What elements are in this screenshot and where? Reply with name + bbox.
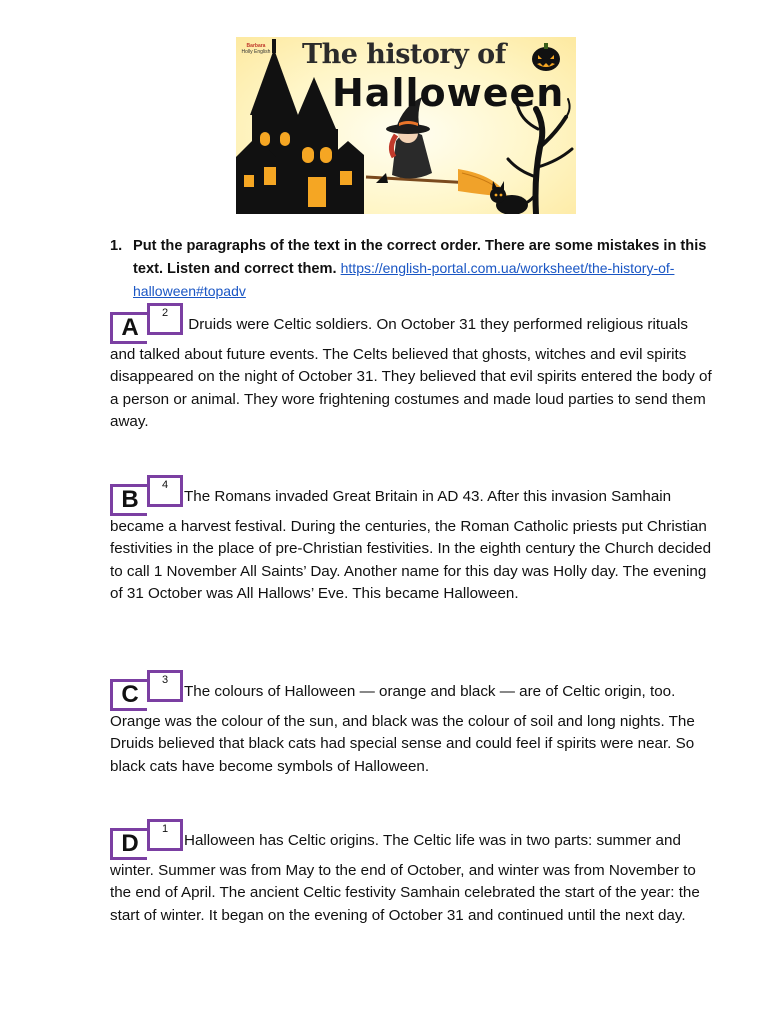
publisher-line-2: Holly English (241, 49, 271, 55)
halloween-banner (236, 37, 576, 214)
banner-title-line-2: Halloween (332, 71, 565, 115)
paragraph-c (110, 670, 712, 778)
publisher-logo (238, 43, 274, 55)
paragraph-b-text: The Romans invaded Great Britain in AD 43. After this invasion Samhain became a harvest festival. During the centuries, the Roman Catholic priests put Christian festivities in the place of pre-Christian festivities. In the eighth century the Church decided to call 1 November All Saints’ Day. Another name for this day was Holly day. The evening of 31 October was All Hallows’ Eve. This became Halloween. (110, 488, 712, 603)
publisher-line-1: Barbara (246, 43, 266, 49)
paragraph-a-text: Druids were Celtic soldiers. On October 31 they performed religious rituals and talked about future events. The Celts believed that ghosts, witches and evil spirits disappeared on the night of October 31. They believed that evil spirits entered the body of a person or animal. They wore frightening costumes and made loud parties to send them away. (110, 316, 712, 431)
paragraph-d-text: Halloween has Celtic origins. The Celtic life was in two parts: summer and winter. Summer was from May to the end of October, and winter was from November to the end of April. The ancient Celtic festivity Samhain celebrated the start of the year: the start of winter. It began on the evening of October 31 and continued until the next day. (110, 832, 700, 924)
number-box-b (147, 475, 183, 507)
task-number: 1. (110, 238, 123, 254)
task-text: Put the paragraphs of the text in the correct order. There are some mistakes in this text. Listen and correct them. (133, 238, 707, 277)
letter-box-d: D (110, 828, 147, 860)
pumpkin-icon (532, 43, 560, 71)
number-box-d (147, 819, 183, 851)
order-number-c: 3 (161, 674, 169, 686)
paragraph-d (110, 819, 712, 927)
letter-box-a: A (110, 312, 147, 344)
order-number-a: 2 (161, 307, 169, 319)
number-box-c (147, 670, 183, 702)
paragraph-a (110, 303, 712, 434)
number-box-a (147, 303, 183, 335)
letter-box-c: C (110, 679, 147, 711)
order-number-b: 4 (161, 479, 169, 491)
paragraph-b (110, 475, 712, 606)
order-number-d: 1 (161, 823, 169, 835)
paragraph-c-text: The colours of Halloween — orange and black — are of Celtic origin, too. Orange was the colour of the sun, and black was the colour of soil and long nights. The Druids believed that black cats had special sense and could feel if spirits were near. So black cats have become symbols of Halloween. (110, 683, 695, 775)
banner-title-line-1: The history of (302, 39, 506, 70)
worksheet-link[interactable]: https://english-portal.com.ua/worksheet/the-history-of-halloween#topadv (133, 260, 675, 299)
letter-box-b: B (110, 484, 147, 516)
